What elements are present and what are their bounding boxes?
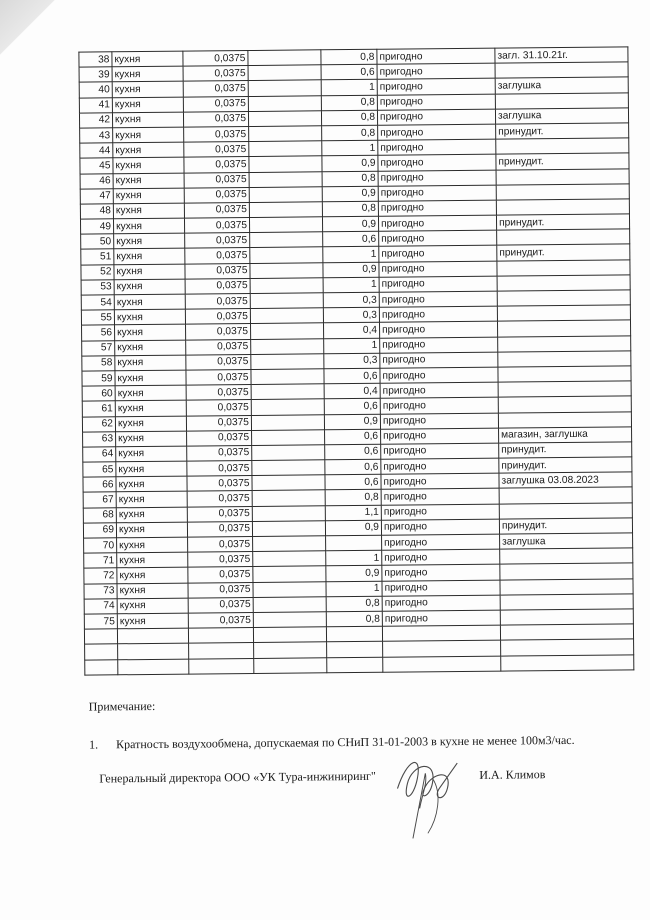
condition: пригодно [380,352,498,368]
empty-cell [249,217,322,233]
air-speed: 0,3 [323,292,379,308]
row-number: 66 [83,477,116,493]
air-speed: 0,6 [323,232,379,248]
row-number: 52 [81,264,114,280]
empty-cell [251,369,324,385]
room-name: кухня [112,51,183,67]
condition: пригодно [382,595,500,611]
row-number: 61 [82,401,115,417]
channel-area: 0,0375 [184,172,249,188]
condition: пригодно [378,200,496,216]
room-name: кухня [113,203,184,219]
air-speed: 0,9 [322,186,378,202]
air-speed: 0,9 [322,156,378,172]
note-title: Примечание: [88,698,156,714]
condition: пригодно [381,489,499,505]
channel-area: 0,0375 [187,521,252,537]
condition: пригодно [380,413,498,429]
remark [496,184,629,200]
empty-cell [250,262,323,278]
empty-cell [249,202,322,218]
room-name: кухня [116,461,187,477]
empty-cell [253,627,326,643]
air-speed: 0,6 [325,429,381,445]
remark [497,305,630,321]
condition: пригодно [380,367,498,383]
room-name: кухня [114,233,185,249]
remark: заглушка [495,77,628,93]
remark: принудит. [496,214,629,230]
condition: пригодно [378,215,496,231]
room-name: кухня [113,157,184,173]
empty-cell [252,429,325,445]
remark [497,259,630,275]
room-name: кухня [117,537,188,553]
condition: пригодно [379,246,497,262]
signature-line [99,767,599,787]
row-number: 70 [84,538,117,554]
row-number: 45 [80,158,113,174]
empty-cell [252,521,325,537]
room-name: кухня [112,112,183,128]
remark [500,578,633,594]
row-number: 57 [82,340,115,356]
air-speed: 1 [322,140,378,156]
air-speed: 1 [321,80,377,96]
condition: пригодно [382,610,500,626]
remark [496,138,629,154]
room-name: кухня [115,355,186,371]
channel-area: 0,0375 [185,278,250,294]
remark: заглушка 03.08.2023 [499,472,632,488]
room-name: кухня [114,249,185,265]
condition: пригодно [380,382,498,398]
room-name: кухня [115,385,186,401]
air-speed: 0,6 [325,459,381,475]
empty-cell [252,505,325,521]
empty-cell [249,186,322,202]
empty-cell [253,612,326,628]
document-sheet [40,6,649,912]
channel-area: 0,0375 [185,248,250,264]
empty-cell [252,445,325,461]
empty-cell [252,460,325,476]
air-speed: 0,9 [325,520,381,536]
row-number: 43 [80,128,113,144]
remark [498,335,631,351]
condition [383,640,501,656]
air-speed: 1 [324,338,380,354]
air-speed [327,642,383,658]
air-speed: 0,8 [322,201,378,217]
condition: пригодно [381,504,499,520]
ventilation-table [78,46,634,675]
room-name: кухня [116,492,187,508]
channel-area: 0,0375 [187,461,252,477]
channel-area: 0,0375 [183,81,248,97]
channel-area: 0,0375 [186,385,251,401]
empty-cell [251,384,324,400]
empty-cell [251,338,324,354]
row-number: 47 [80,188,113,204]
table-body [79,47,634,675]
channel-area: 0,0375 [186,339,251,355]
remark: принудит. [499,518,632,534]
row-number: 74 [84,599,117,615]
condition: пригодно [379,276,497,292]
remark [500,609,633,625]
room-name: кухня [116,446,187,462]
empty-cell [250,293,323,309]
row-number: 46 [80,173,113,189]
air-speed: 1 [323,277,379,293]
row-number: 73 [84,583,117,599]
empty-cell [248,50,321,66]
room-name [117,628,188,644]
air-speed: 1 [326,581,382,597]
remark [497,229,630,245]
room-name: кухня [116,507,187,523]
row-number: 39 [79,67,112,83]
condition: пригодно [377,79,495,95]
room-name [118,643,189,659]
condition: пригодно [381,458,499,474]
channel-area: 0,0375 [185,293,250,309]
channel-area: 0,0375 [183,51,248,67]
row-number: 53 [81,280,114,296]
room-name: кухня [116,522,187,538]
row-number: 69 [83,523,116,539]
remark: принудит. [497,244,630,260]
row-number: 65 [83,462,116,478]
condition: пригодно [381,428,499,444]
condition: пригодно [379,230,497,246]
air-speed: 0,9 [323,262,379,278]
channel-area: 0,0375 [185,309,250,325]
remark: принудит. [499,442,632,458]
condition: пригодно [382,564,500,580]
row-number: 54 [81,295,114,311]
room-name: кухня [115,370,186,386]
remark [498,411,631,427]
air-speed: 0,8 [326,611,382,627]
remark [499,487,632,503]
channel-area: 0,0375 [187,476,252,492]
room-name: кухня [117,583,188,599]
air-speed: 0,4 [324,323,380,339]
condition: пригодно [381,519,499,535]
room-name: кухня [113,218,184,234]
empty-cell [250,232,323,248]
condition: пригодно [379,261,497,277]
condition: пригодно [378,154,496,170]
row-number: 55 [81,310,114,326]
room-name: кухня [115,400,186,416]
row-number [84,629,117,645]
remark [500,594,633,610]
empty-cell [250,278,323,294]
channel-area: 0,0375 [184,218,249,234]
remark: принудит. [496,123,629,139]
channel-area: 0,0375 [188,582,253,598]
channel-area [189,658,254,674]
remark [501,654,634,670]
empty-cell [251,399,324,415]
row-number: 60 [82,386,115,402]
row-number [85,644,118,660]
channel-area: 0,0375 [183,96,248,112]
air-speed: 0,8 [321,49,377,65]
remark [495,62,628,78]
room-name: кухня [117,613,188,629]
row-number: 40 [79,82,112,98]
empty-cell [251,354,324,370]
room-name: кухня [112,66,183,82]
channel-area: 0,0375 [186,400,251,416]
remark: загл. 31.10.21г. [495,47,628,63]
channel-area: 0,0375 [187,430,252,446]
room-name: кухня [115,416,186,432]
row-number: 48 [80,204,113,220]
empty-cell [252,490,325,506]
room-name: кухня [114,309,185,325]
empty-cell [251,323,324,339]
room-name: кухня [115,324,186,340]
row-number: 75 [84,614,117,630]
room-name: кухня [114,279,185,295]
room-name: кухня [117,567,188,583]
air-speed [327,657,383,673]
remark [498,351,631,367]
channel-area: 0,0375 [188,612,253,628]
condition: пригодно [381,473,499,489]
channel-area: 0,0375 [186,324,251,340]
remark: заглушка [495,108,628,124]
condition: пригодно [382,549,500,565]
air-speed [326,535,382,551]
condition: пригодно [381,443,499,459]
air-speed: 0,9 [326,566,382,582]
remark [501,639,634,655]
empty-cell [249,156,322,172]
row-number: 44 [80,143,113,159]
condition: пригодно [377,94,495,110]
room-name: кухня [113,173,184,189]
channel-area: 0,0375 [184,126,249,142]
condition: пригодно [380,337,498,353]
channel-area [189,643,254,659]
air-speed: 0,3 [323,307,379,323]
air-speed: 0,8 [322,171,378,187]
condition [382,625,500,641]
channel-area: 0,0375 [184,142,249,158]
room-name: кухня [112,97,183,113]
remark [496,168,629,184]
remark: магазин, заглушка [499,427,632,443]
air-speed: 1,1 [325,505,381,521]
condition: пригодно [382,580,500,596]
remark [497,290,630,306]
channel-area [188,628,253,644]
empty-cell [249,141,322,157]
room-name: кухня [117,598,188,614]
room-name: кухня [117,552,188,568]
channel-area: 0,0375 [183,111,248,127]
channel-area: 0,0375 [184,157,249,173]
air-speed: 0,8 [322,125,378,141]
room-name: кухня [113,188,184,204]
room-name: кухня [113,127,184,143]
condition: пригодно [379,321,497,337]
empty-cell [249,171,322,187]
condition: пригодно [377,109,495,125]
channel-area: 0,0375 [187,445,252,461]
room-name: кухня [115,340,186,356]
air-speed: 0,6 [321,64,377,80]
room-name: кухня [116,431,187,447]
row-number: 63 [83,431,116,447]
remark [498,381,631,397]
air-speed: 1 [326,550,382,566]
row-number: 38 [79,52,112,68]
row-number: 42 [79,113,112,129]
air-speed: 0,6 [324,399,380,415]
empty-cell [254,642,327,658]
empty-cell [250,308,323,324]
room-name [118,659,189,675]
remark [498,366,631,382]
air-speed: 0,8 [325,490,381,506]
condition [383,656,501,672]
condition: пригодно [378,170,496,186]
signer-position: Генеральный директора ООО «УК Тура-инжиниринг" [99,768,376,786]
channel-area: 0,0375 [188,552,253,568]
air-speed: 1 [323,247,379,263]
empty-cell [248,95,321,111]
row-number: 50 [81,234,114,250]
row-number: 67 [83,492,116,508]
channel-area: 0,0375 [188,536,253,552]
row-number: 71 [84,553,117,569]
empty-cell [248,111,321,127]
channel-area: 0,0375 [186,369,251,385]
air-speed: 0,6 [324,368,380,384]
condition: пригодно [379,306,497,322]
remark [500,624,633,640]
channel-area: 0,0375 [188,567,253,583]
row-number: 68 [83,507,116,523]
condition: пригодно [378,124,496,140]
remark: принудит. [499,457,632,473]
condition: пригодно [378,185,496,201]
row-number: 72 [84,568,117,584]
air-speed: 0,8 [326,596,382,612]
air-speed: 0,3 [324,353,380,369]
remark [497,320,630,336]
note-index: 1. [88,737,99,752]
note-item [89,733,575,753]
row-number: 51 [81,249,114,265]
channel-area: 0,0375 [185,263,250,279]
row-number: 62 [82,416,115,432]
channel-area: 0,0375 [186,415,251,431]
empty-cell [253,581,326,597]
room-name: кухня [113,142,184,158]
empty-cell [251,414,324,430]
remark [499,502,632,518]
row-number: 59 [82,371,115,387]
air-speed: 0,8 [321,110,377,126]
channel-area: 0,0375 [188,597,253,613]
empty-cell [253,566,326,582]
row-number: 56 [82,325,115,341]
empty-cell [250,247,323,263]
empty-cell [253,597,326,613]
condition: пригодно [380,397,498,413]
row-number: 58 [82,356,115,372]
room-name: кухня [112,82,183,98]
air-speed: 0,9 [322,216,378,232]
empty-cell [253,536,326,552]
remark [500,548,633,564]
empty-cell [248,65,321,81]
condition: пригодно [377,48,495,64]
air-speed: 0,6 [325,444,381,460]
channel-area: 0,0375 [184,187,249,203]
condition: пригодно [382,534,500,550]
empty-cell [248,80,321,96]
room-name: кухня [114,264,185,280]
signer-name: И.А. Климов [479,767,546,782]
remark [500,563,633,579]
note-text: Кратность воздухообмена, допускаемая по СНиП 31-01-2003 в кухне не менее 100м3/час. [115,732,575,752]
row-number: 41 [79,97,112,113]
air-speed: 0,9 [324,414,380,430]
remark [498,396,631,412]
air-speed: 0,6 [325,474,381,490]
room-name: кухня [116,476,187,492]
remark [497,275,630,291]
handwritten-signature [377,748,488,849]
condition: пригодно [379,291,497,307]
row-number: 49 [80,219,113,235]
row-number [85,659,118,675]
air-speed: 0,8 [321,95,377,111]
remark [496,199,629,215]
channel-area: 0,0375 [187,506,252,522]
remark: принудит. [496,153,629,169]
air-speed: 0,4 [324,383,380,399]
empty-cell [252,475,325,491]
condition: пригодно [378,139,496,155]
channel-area: 0,0375 [187,491,252,507]
channel-area: 0,0375 [184,202,249,218]
air-speed [326,626,382,642]
channel-area: 0,0375 [185,233,250,249]
empty-cell [253,551,326,567]
row-number: 64 [83,447,116,463]
empty-cell [254,657,327,673]
empty-cell [249,126,322,142]
room-name: кухня [114,294,185,310]
channel-area: 0,0375 [186,354,251,370]
condition: пригодно [377,63,495,79]
channel-area: 0,0375 [183,66,248,82]
remark [495,92,628,108]
remark: заглушка [500,533,633,549]
